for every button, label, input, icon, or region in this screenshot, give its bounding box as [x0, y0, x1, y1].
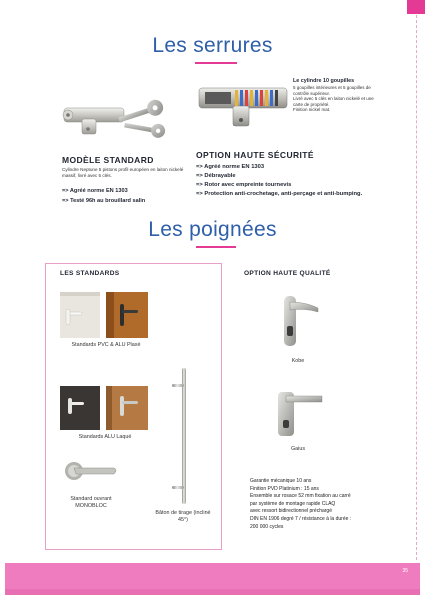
guarantee-line: DIN EN 1906 degré 7 / résistance à la durée :	[250, 515, 352, 522]
security-bullet: => Agréé norme EN 1303	[196, 164, 265, 170]
section-title-handles: Les poignées	[148, 218, 277, 241]
guarantee-text	[250, 478, 400, 531]
security-option-title: OPTION HAUTE SÉCURITÉ	[196, 150, 314, 160]
section-title-locks: Les serrures	[152, 34, 273, 57]
plaxe-handle-photo	[106, 292, 148, 338]
title-underline	[195, 62, 237, 64]
pvc-handle-photo	[60, 292, 100, 338]
ten-pin-line: Livré avec 5 clés en laiton nickelé et une carte de propriété.	[293, 96, 374, 107]
trim-line	[416, 0, 417, 560]
caption-monobloc: Standard ouvrant MONOBLOC	[70, 496, 112, 509]
kobe-handle-image	[276, 290, 322, 352]
corner-tab	[407, 0, 425, 14]
security-bullets	[196, 163, 366, 199]
alu-laque-dark-photo	[60, 386, 100, 430]
standard-bullet: => Testé 96h au brouillard salin	[62, 198, 146, 204]
caption-kobe: Kobe	[291, 358, 305, 364]
ten-pin-line: 5 goupilles intérieures et 5 goupilles de contrôle supérieur.	[293, 85, 371, 96]
caption-pvc-alu-plaxe: Standards PVC & ALU Plaxé	[71, 342, 141, 348]
title-underline	[196, 246, 236, 248]
guarantee-line: 200 000 cycles	[250, 523, 284, 530]
security-bullet: => Rotor avec empreinte tournevis	[196, 182, 292, 188]
guarantee-line: avec ressort bidirectionnel préchargé	[250, 508, 332, 515]
security-cylinder-image	[195, 78, 291, 138]
gaius-handle-image	[272, 386, 326, 440]
page-number: 35	[402, 568, 408, 574]
standard-bullet: => Agréé norme EN 1303	[62, 188, 128, 194]
caption-alu-laque: Standards ALU Laqué	[78, 434, 132, 440]
alu-laque-wood-photo	[106, 386, 148, 430]
security-bullet: => Protection anti-crochetage, anti-perçage et anti-bumping.	[196, 191, 363, 197]
guarantee-line: Ensemble sur rosace 52 mm fixation au carré	[250, 493, 351, 500]
ten-pin-cylinder-note	[293, 78, 378, 113]
ten-pin-title: Le cylindre 10 goupilles	[293, 78, 355, 84]
guarantee-line: par système de montage rapide CLAQ	[250, 500, 336, 507]
high-quality-title: OPTION HAUTE QUALITÉ	[244, 270, 331, 277]
pull-bar-image	[168, 366, 194, 506]
standard-cylinder-image	[62, 90, 172, 148]
security-bullet: => Débrayable	[196, 173, 236, 179]
standards-title: LES STANDARDS	[60, 270, 120, 277]
standard-model-description: Cylindre Neptune 5 pistons profil européen en laiton nickelé massif, livré avec 5 clés.	[62, 167, 184, 178]
monobloc-handle-image	[62, 458, 120, 484]
guarantee-line: Garantie mécanique 10 ans	[250, 478, 312, 484]
caption-gaius: Gaius	[290, 446, 306, 452]
caption-pull-bar: Bâton de tirage (incliné 45°)	[155, 510, 211, 523]
guarantee-line: Finition PVD Platinium : 15 ans	[250, 485, 319, 492]
standard-model-title: MODÈLE STANDARD	[62, 155, 154, 165]
ten-pin-line: Finition nickel mat.	[293, 107, 331, 113]
footer-band	[5, 563, 420, 595]
